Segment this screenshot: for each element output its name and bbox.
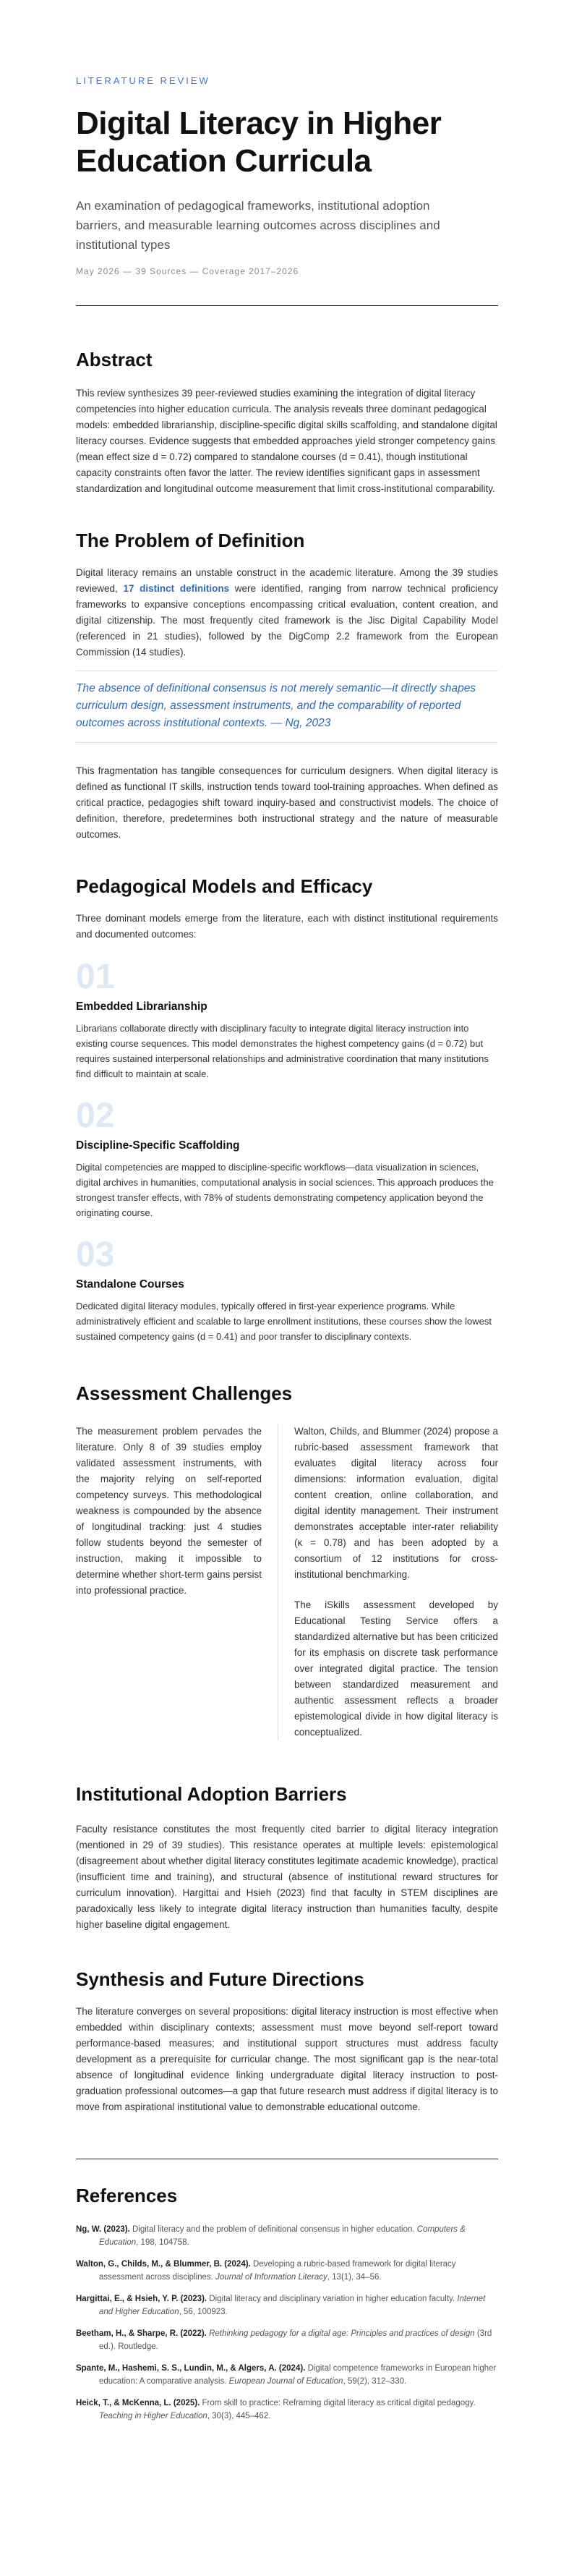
reference-details: , 13(1), 34–56. (327, 2273, 382, 2282)
reference-title: Digital literacy and disciplinary variation in higher education faculty. (207, 2295, 458, 2303)
barriers-section (76, 1782, 498, 1933)
model-title: Embedded Librarianship (76, 1000, 207, 1013)
model-number: 03 (76, 1236, 115, 1274)
assessment-section (76, 1382, 498, 1740)
model-description: Digital competencies are mapped to discipline-specific workflows—data visualization in sciences, digital archives in humanities, computational analysis in social sciences. This approach produces the strongest transfer effects, with 78% of students demonstrating competency application beyond the originating course. (76, 1162, 494, 1218)
eyebrow-label: LITERATURE REVIEW (76, 75, 210, 86)
reference-item (76, 2223, 498, 2249)
reference-item (76, 2258, 498, 2284)
problem-section (76, 529, 498, 843)
reference-title: From skill to practice: Reframing digital literacy as critical digital pedagogy. (200, 2399, 476, 2407)
abstract-section (76, 348, 498, 497)
reference-item (76, 2362, 498, 2388)
reference-details: , 59(2), 312–330. (343, 2377, 407, 2386)
reference-journal: Journal of Information Literacy (215, 2273, 327, 2282)
synthesis-heading: Synthesis and Future Directions (76, 1968, 364, 1990)
problem-paragraph-2: This fragmentation has tangible consequences for curriculum designers. When digital literacy is defined as functional IT skills, instruction tends toward tool-training approaches. When defined as critical practice, pedagogies shift toward inquiry-based and constructivist models. The choice of definition, therefore, predetermines both instructional strategy and the nature of measurable outcomes. (76, 765, 498, 840)
reference-author: Hargittai, E., & Hsieh, Y. P. (2023). (76, 2295, 207, 2303)
abstract-heading: Abstract (76, 349, 153, 370)
definitions-highlight: 17 distinct definitions (123, 583, 230, 594)
reference-details: , 30(3), 445–462. (207, 2412, 271, 2420)
reference-journal: Internet and Higher Education (99, 2295, 486, 2316)
document-header (76, 0, 498, 276)
model-description: Dedicated digital literacy modules, typically offered in first-year experience programs. While administratively efficient and scalable to large enrollment institutions, these courses show the lowest sustained competency gains (d = 0.41) and poor transfer to disciplinary contexts. (76, 1301, 492, 1342)
reference-item (76, 2397, 498, 2423)
problem-paragraph-1 (76, 565, 498, 660)
synthesis-section (76, 1968, 498, 2115)
assessment-heading: Assessment Challenges (76, 1382, 293, 1404)
problem-text-after: were identified, ranging from narrow technical proficiency frameworks to expansive conceptions encompassing critical evaluation, content creation, and digital citizenship. The most frequently cited framework is the Jisc Digital Capability Model (referenced in 21 studies), followed by the DigComp 2.2 framework from the European Commission (14 studies). (76, 583, 499, 658)
document-title: Digital Literacy in Higher Education Curricula (76, 106, 442, 179)
reference-journal: Teaching in Higher Education (99, 2412, 207, 2420)
reference-title: Developing a rubric-based framework for digital literacy assessment across disciplines. (99, 2260, 456, 2282)
model-description: Librarians collaborate directly with disciplinary faculty to integrate digital literacy instruction into existing course sequences. This model demonstrates the highest competency gains (d = 0.72) but requires sustained interpersonal relationships and administrative coordination that many institutions find difficult to maintain at scale. (76, 1023, 489, 1079)
reference-journal: Rethinking pedagogy for a digital age: Principles and practices of design (209, 2329, 475, 2338)
model-title: Discipline-Specific Scaffolding (76, 1139, 240, 1152)
reference-item (76, 2327, 498, 2353)
reference-item (76, 2292, 498, 2318)
reference-details: , 198, 104758. (136, 2238, 189, 2247)
assessment-right-text-1: Walton, Childs, and Blummer (2024) propose a rubric-based assessment framework that evaluates digital literacy across four dimensions: information evaluation, digital content creation, online collaboration, and digital identity management. Their instrument demonstrates acceptable inter-rater reliability (κ = 0.78) and has been adopted by a consortium of 12 institutions for cross-institutional benchmarking. (294, 1426, 498, 1580)
reference-details: (3rd ed.). Routledge. (99, 2329, 492, 2351)
reference-author: Walton, G., Childs, M., & Blummer, B. (2024). (76, 2260, 251, 2269)
reference-title: Digital literacy and the problem of definitional consensus in higher education. (129, 2225, 417, 2234)
reference-author: Spante, M., Hashemi, S. S., Lundin, M., & Algers, A. (2024). (76, 2364, 306, 2373)
references-heading: References (76, 2185, 178, 2206)
problem-heading: The Problem of Definition (76, 530, 305, 551)
reference-title: Digital competence frameworks in European higher education: A comparative analysis. (99, 2364, 497, 2386)
barriers-text: Faculty resistance constitutes the most frequently cited barrier to digital literacy integration (mentioned in 29 of 39 studies). This resistance operates at multiple levels: epistemological (disagreement about whether digital literacy constitutes legitimate academic knowledge), practical (insufficient time and training), and structural (absence of institutional reward structures for curriculum innovation). Hargittai and Hsieh (2023) find that faculty in STEM disciplines are paradoxically less likely to integrate digital literacy instruction than humanities faculty, despite higher baseline digital engagement. (76, 1824, 498, 1930)
model-number: 01 (76, 958, 115, 996)
assessment-left-column (76, 1424, 278, 1740)
models-heading: Pedagogical Models and Efficacy (76, 875, 373, 897)
model-item (76, 1236, 498, 1344)
models-section (76, 875, 498, 1344)
model-item (76, 1097, 498, 1220)
reference-details: , 56, 100923. (179, 2308, 228, 2316)
reference-journal: European Journal of Education (228, 2377, 343, 2386)
assessment-right-text-2: The iSkills assessment developed by Educational Testing Service offers a standardized alternative but has been criticized for its emphasis on discrete task performance over integrated digital practice. The tension between standardized measurement and authentic assessment reflects a broader epistemological divide in how digital literacy is conceptualized. (294, 1599, 498, 1738)
reference-author: Ng, W. (2023). (76, 2225, 130, 2234)
assessment-right-column (278, 1424, 498, 1740)
document-subtitle: An examination of pedagogical frameworks, institutional adoption barriers, and measurable learning outcomes across disciplines and institutional types (76, 199, 440, 252)
assessment-left-text: The measurement problem pervades the literature. Only 8 of 39 studies employ validated assessment instruments, with the majority relying on self-reported competency surveys. This methodological weakness is compounded by the absence of longitudinal tracking: just 4 studies follow students beyond the semester of instruction, making it impossible to determine whether short-term gains persist into professional practice. (76, 1426, 262, 1596)
header-divider (76, 305, 498, 306)
model-title: Standalone Courses (76, 1278, 184, 1291)
references-section (76, 2184, 498, 2576)
pull-quote-text: The absence of definitional consensus is not merely semantic—it directly shapes curriculum design, assessment instruments, and the comparability of reported outcomes across institutional contexts. — Ng, 2023 (76, 682, 476, 729)
problem-text-before: Digital literacy remains an unstable construct in the academic literature. Among the 39 studies reviewed, (76, 567, 498, 594)
barriers-heading: Institutional Adoption Barriers (76, 1783, 347, 1805)
reference-author: Heick, T., & McKenna, L. (2025). (76, 2399, 200, 2407)
model-item (76, 958, 498, 1081)
model-number: 02 (76, 1097, 115, 1135)
synthesis-text: The literature converges on several propositions: digital literacy instruction is most effective when embedded within disciplinary contexts; assessment must move beyond self-report toward performance-based measures; and institutional support structures must address faculty development as a prerequisite for curricular change. The most significant gap is the near-total absence of longitudinal evidence linking undergraduate digital literacy instruction to post-graduation professional outcomes—a gap that future research must address if digital literacy is to move from aspirational institutional value to demonstrable educational outcome. (76, 2006, 498, 2112)
pull-quote (76, 671, 498, 743)
models-intro: Three dominant models emerge from the literature, each with distinct institutional requirements and documented outcomes: (76, 913, 498, 940)
abstract-text: This review synthesizes 39 peer-reviewed studies examining the integration of digital literacy competencies into higher education curricula. The analysis reveals three dominant pedagogical models: embedded librarianship, discipline-specific digital skills scaffolding, and standalone digital literacy courses. Evidence suggests that embedded approaches yield stronger competency gains (mean effect size d = 0.72) compared to standalone courses (d = 0.41), though institutional capacity constraints often favor the latter. The review identifies significant gaps in assessment standardization and longitudinal outcome measurement that limit cross-institutional comparability. (76, 388, 497, 494)
reference-author: Beetham, H., & Sharpe, R. (2022). (76, 2329, 207, 2338)
document-meta: May 2026 — 39 Sources — Coverage 2017–2026 (76, 266, 299, 276)
assessment-columns (76, 1424, 498, 1740)
reference-journal: Computers & Education (99, 2225, 466, 2247)
